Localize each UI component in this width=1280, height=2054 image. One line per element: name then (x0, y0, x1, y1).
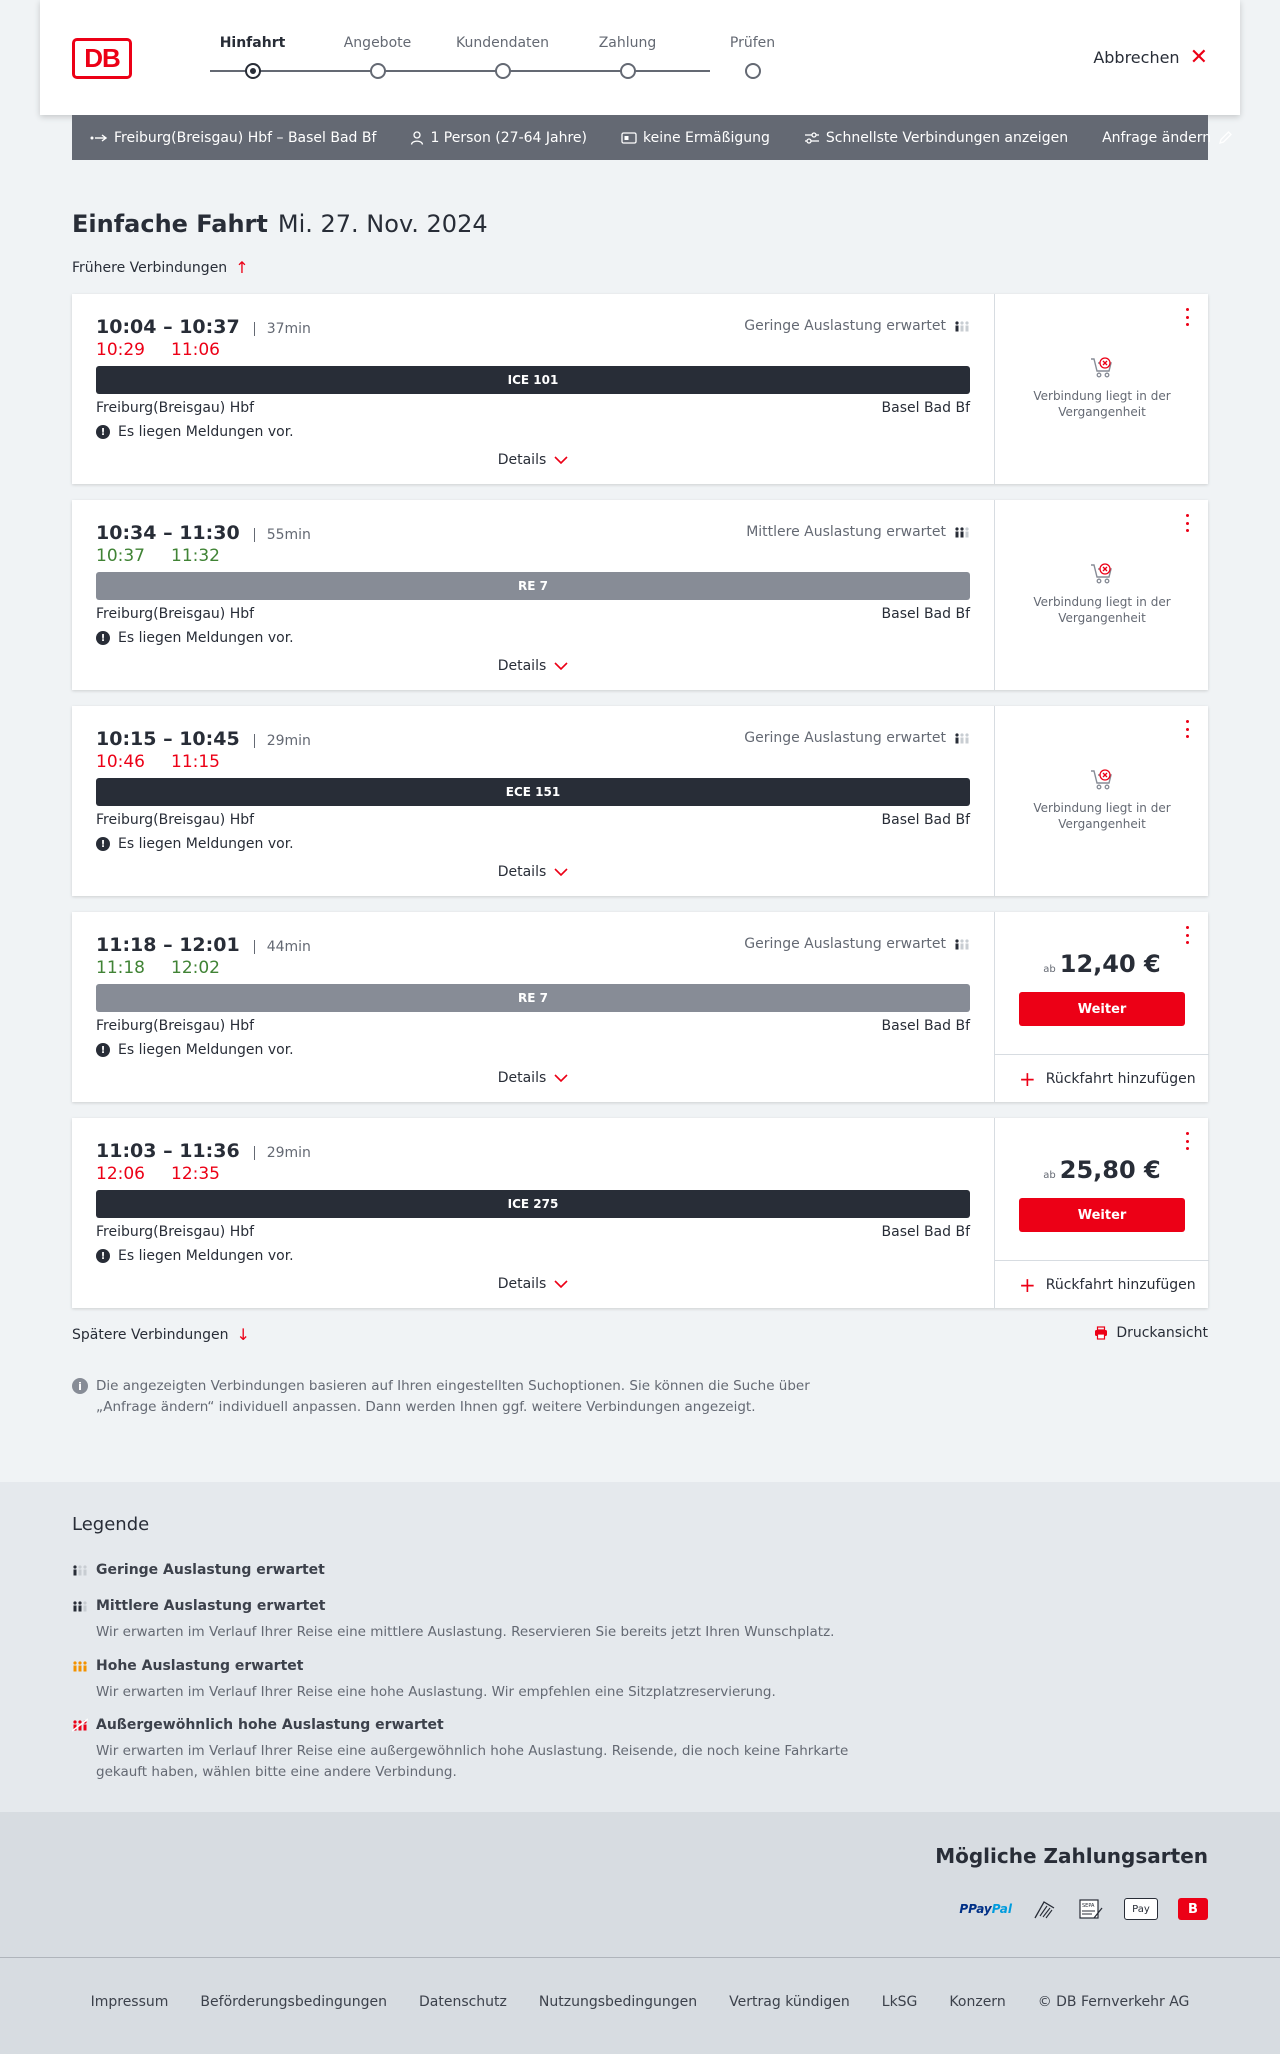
route-arrow-icon (90, 133, 108, 143)
connection-info (72, 294, 994, 484)
person-icon (410, 131, 424, 145)
realtime-departure: 10:46 (96, 752, 145, 772)
payment-icons (959, 1898, 1208, 1920)
chevron-down-icon (554, 456, 568, 464)
offer-panel (994, 294, 1208, 484)
message-text: Es liegen Meldungen vor. (118, 1042, 294, 1058)
filter-sliders-icon (804, 131, 820, 145)
details-toggle[interactable] (72, 864, 994, 880)
arrival-station: Basel Bad Bf (881, 400, 970, 416)
train-line-bar[interactable]: RE 7 (96, 572, 970, 600)
message-notice (96, 630, 294, 646)
later-label: Spätere Verbindungen (72, 1326, 229, 1343)
details-label: Details (497, 452, 547, 468)
departure-station: Freiburg(Breisgau) Hbf (96, 1018, 255, 1034)
occupancy-info (744, 318, 970, 334)
departure-station: Freiburg(Breisgau) Hbf (96, 1224, 255, 1240)
alert-icon: ! (96, 1043, 110, 1057)
credit-card-icon (1032, 1898, 1058, 1920)
print-view-link[interactable] (1094, 1325, 1208, 1341)
page-title (72, 210, 488, 238)
footer (0, 1958, 1280, 2054)
connection-info (72, 912, 994, 1102)
arrival-station: Basel Bad Bf (881, 1224, 970, 1240)
connection-card[interactable] (72, 1118, 1208, 1308)
alert-icon: ! (96, 425, 110, 439)
continue-button[interactable]: Weiter (1019, 1198, 1185, 1232)
fastest-connections-toggle[interactable] (804, 130, 1068, 146)
add-return-trip-button[interactable] (995, 1260, 1209, 1308)
info-icon: i (72, 1378, 88, 1394)
earlier-connections-link[interactable] (72, 258, 249, 277)
travel-date: Mi. 27. Nov. 2024 (277, 210, 488, 238)
duration: 29min (254, 1146, 311, 1160)
details-toggle[interactable] (72, 1276, 994, 1292)
fastest-text: Schnellste Verbindungen anzeigen (825, 129, 1069, 146)
sepa-icon (1078, 1898, 1104, 1920)
duration: 44min (254, 940, 311, 954)
chevron-down-icon (554, 1280, 568, 1288)
past-connection-notice (995, 768, 1209, 832)
realtime-departure: 12:06 (96, 1164, 145, 1184)
occupancy-high-icon (72, 1659, 88, 1673)
legend-description: Wir erwarten im Verlauf Ihrer Reise eine hohe Auslastung. Wir empfehlen eine Sitzplatzreservierung. (96, 1684, 776, 1700)
footer-link-datenschutz[interactable]: Datenschutz (418, 1994, 507, 2010)
change-request-label: Anfrage ändern (1102, 129, 1212, 146)
message-text: Es liegen Meldungen vor. (118, 424, 294, 440)
occupancy-label: Geringe Auslastung erwartet (744, 730, 946, 746)
details-toggle[interactable] (72, 658, 994, 674)
occupancy-label: Geringe Auslastung erwartet (744, 318, 946, 334)
svg-text:SEPA: SEPA (1082, 1903, 1095, 1909)
connection-info (72, 500, 994, 690)
footer-link-vertrag-kuendigen[interactable]: Vertrag kündigen (729, 1994, 850, 2010)
realtime-times (96, 752, 220, 772)
step-dot (245, 63, 261, 79)
occupancy-medium-icon (72, 1599, 88, 1613)
details-label: Details (497, 1070, 547, 1086)
message-text: Es liegen Meldungen vor. (118, 836, 294, 852)
occupancy-medium-icon (954, 525, 970, 539)
search-summary-bar (72, 115, 1212, 160)
realtime-arrival: 12:35 (171, 1164, 220, 1184)
price-display (995, 950, 1209, 978)
price-display (995, 1156, 1209, 1184)
legend-item (72, 1658, 856, 1703)
booking-stepper (190, 0, 790, 115)
connection-times (96, 1140, 311, 1162)
connection-times (96, 522, 311, 544)
occupancy-info (744, 730, 970, 746)
past-connection-text: Verbindung liegt in der Vergangenheit (1033, 389, 1171, 419)
legend-item (72, 1598, 856, 1643)
details-label: Details (497, 658, 547, 674)
departure-station: Freiburg(Breisgau) Hbf (96, 606, 255, 622)
bahncard-icon (621, 132, 637, 144)
db-bahn-payment-icon: B (1178, 1898, 1208, 1920)
legend-label: Hohe Auslastung erwartet (96, 1658, 304, 1674)
connection-info (72, 1118, 994, 1308)
legend-item (72, 1717, 856, 1783)
later-connections-link[interactable] (72, 1325, 250, 1344)
occupancy-low-icon (954, 937, 970, 951)
train-line-bar[interactable]: ECE 151 (96, 778, 970, 806)
continue-button[interactable]: Weiter (1019, 992, 1185, 1026)
arrow-up-icon: ↑ (235, 258, 249, 277)
connection-times (96, 316, 311, 338)
more-options-icon[interactable] (1182, 720, 1192, 738)
offer-panel (994, 706, 1208, 896)
add-return-trip-button[interactable] (995, 1054, 1209, 1102)
connection-times (96, 934, 311, 956)
discount-summary[interactable] (621, 130, 770, 146)
add-return-label: Rückfahrt hinzufügen (1045, 1070, 1196, 1087)
message-notice (96, 836, 294, 852)
legend-section (0, 1482, 1280, 1812)
connection-card[interactable] (72, 294, 1208, 484)
footer-link-befoerderungsbedingungen[interactable]: Beförderungsbedingungen (200, 1994, 387, 2010)
step-dot (495, 63, 511, 79)
past-connection-notice (995, 356, 1209, 420)
route-summary[interactable] (90, 130, 376, 146)
chevron-down-icon (554, 662, 568, 670)
close-icon: ✕ (1189, 44, 1208, 70)
realtime-times (96, 340, 220, 360)
plus-icon: + (1019, 1272, 1036, 1297)
payment-methods-section (0, 1812, 1280, 1958)
alert-icon: ! (96, 1249, 110, 1263)
train-line-bar[interactable]: ICE 275 (96, 1190, 970, 1218)
realtime-times (96, 546, 220, 566)
step-angebote: Angebote (315, 35, 440, 51)
details-label: Details (497, 1276, 547, 1292)
offer-panel (994, 912, 1208, 1102)
message-notice (96, 1248, 294, 1264)
step-pruefen: Prüfen (690, 35, 815, 51)
train-line-bar[interactable]: ICE 101 (96, 366, 970, 394)
travellers-summary[interactable] (410, 130, 587, 146)
planned-times: 11:03 – 11:36 (96, 1140, 240, 1162)
apple-pay-icon: Pay (1124, 1898, 1158, 1920)
realtime-arrival: 11:32 (171, 546, 220, 566)
price-value: 12,40 € (1059, 950, 1161, 978)
realtime-arrival: 12:02 (171, 958, 220, 978)
more-options-icon[interactable] (1182, 308, 1192, 326)
footer-link-konzern[interactable]: Konzern (949, 1994, 1006, 2010)
duration: 29min (254, 734, 311, 748)
realtime-arrival: 11:06 (171, 340, 220, 360)
duration: 37min (254, 322, 311, 336)
step-zahlung: Zahlung (565, 35, 690, 51)
departure-station: Freiburg(Breisgau) Hbf (96, 400, 255, 416)
step-kundendaten: Kundendaten (440, 35, 565, 51)
planned-times: 10:15 – 10:45 (96, 728, 240, 750)
chevron-down-icon (554, 868, 568, 876)
connection-card[interactable] (72, 706, 1208, 896)
occupancy-label: Geringe Auslastung erwartet (744, 936, 946, 952)
departure-station: Freiburg(Breisgau) Hbf (96, 812, 255, 828)
footer-copyright: © DB Fernverkehr AG (1037, 1994, 1190, 2010)
occupancy-extreme-icon (72, 1718, 88, 1732)
details-toggle[interactable] (72, 1070, 994, 1086)
legend-label: Mittlere Auslastung erwartet (96, 1598, 326, 1614)
message-notice (96, 1042, 294, 1058)
step-dot (370, 63, 386, 79)
db-logo[interactable]: DB (72, 38, 132, 79)
payment-title: Mögliche Zahlungsarten (935, 1844, 1208, 1868)
discount-text: keine Ermäßigung (643, 129, 770, 146)
message-text: Es liegen Meldungen vor. (118, 630, 294, 646)
offer-panel (994, 1118, 1208, 1308)
connection-times (96, 728, 311, 750)
details-toggle[interactable] (72, 452, 994, 468)
cart-unavailable-icon (1089, 562, 1115, 586)
paypal-icon: P Pay Pal (959, 1902, 1012, 1916)
realtime-departure: 10:37 (96, 546, 145, 566)
more-options-icon[interactable] (1182, 514, 1192, 532)
arrow-down-icon: ↓ (236, 1325, 250, 1344)
more-options-icon[interactable] (1182, 926, 1192, 944)
past-connection-text: Verbindung liegt in der Vergangenheit (1033, 801, 1171, 831)
realtime-departure: 11:18 (96, 958, 145, 978)
occupancy-low-icon (954, 319, 970, 333)
alert-icon: ! (96, 837, 110, 851)
legend-title: Legende (72, 1514, 150, 1535)
legend-description: Wir erwarten im Verlauf Ihrer Reise eine außergewöhnlich hohe Auslastung. Reisende, die noch keine Fahrkarte gekauft haben, wählen bitte eine andere Verbindung. (96, 1743, 849, 1780)
offer-panel (994, 500, 1208, 690)
legend-label: Außergewöhnlich hohe Auslastung erwartet (96, 1717, 444, 1733)
route-text: Freiburg(Breisgau) Hbf – Basel Bad Bf (114, 129, 377, 146)
train-line-bar[interactable]: RE 7 (96, 984, 970, 1012)
footer-link-nutzungsbedingungen[interactable]: Nutzungsbedingungen (538, 1994, 698, 2010)
cart-unavailable-icon (1089, 356, 1115, 380)
occupancy-low-icon (954, 731, 970, 745)
cancel-button[interactable] (1093, 44, 1208, 70)
cart-unavailable-icon (1089, 768, 1115, 792)
planned-times: 11:18 – 12:01 (96, 934, 240, 956)
footer-link-impressum[interactable]: Impressum (90, 1994, 169, 2010)
pencil-icon (1217, 130, 1233, 146)
step-dot (745, 63, 761, 79)
message-text: Es liegen Meldungen vor. (118, 1248, 294, 1264)
price-value: 25,80 € (1059, 1156, 1161, 1184)
alert-icon: ! (96, 631, 110, 645)
connection-card[interactable] (72, 912, 1208, 1102)
occupancy-low-icon (72, 1563, 88, 1577)
legend-item (72, 1562, 325, 1578)
past-connection-notice (995, 562, 1209, 626)
price-prefix: ab (1043, 964, 1056, 975)
price-prefix: ab (1043, 1170, 1056, 1181)
footer-link-lksg[interactable]: LkSG (881, 1994, 918, 2010)
duration: 55min (254, 528, 311, 542)
realtime-departure: 10:29 (96, 340, 145, 360)
search-info-notice (72, 1376, 852, 1418)
occupancy-info (746, 524, 970, 540)
planned-times: 10:04 – 10:37 (96, 316, 240, 338)
connection-card[interactable] (72, 500, 1208, 690)
realtime-arrival: 11:15 (171, 752, 220, 772)
past-connection-text: Verbindung liegt in der Vergangenheit (1033, 595, 1171, 625)
arrival-station: Basel Bad Bf (881, 606, 970, 622)
planned-times: 10:34 – 11:30 (96, 522, 240, 544)
arrival-station: Basel Bad Bf (881, 812, 970, 828)
details-label: Details (497, 864, 547, 880)
occupancy-info (744, 936, 970, 952)
top-header (40, 0, 1240, 115)
print-label: Druckansicht (1116, 1325, 1208, 1341)
arrival-station: Basel Bad Bf (881, 1018, 970, 1034)
cancel-label: Abbrechen (1093, 48, 1180, 67)
earlier-label: Frühere Verbindungen (72, 259, 228, 276)
footer-nav (0, 1994, 1280, 2010)
step-hinfahrt: Hinfahrt (190, 35, 315, 51)
legend-label: Geringe Auslastung erwartet (96, 1562, 325, 1578)
message-notice (96, 424, 294, 440)
printer-icon (1094, 1326, 1108, 1340)
more-options-icon[interactable] (1182, 1132, 1192, 1150)
legend-description: Wir erwarten im Verlauf Ihrer Reise eine mittlere Auslastung. Reservieren Sie bereits jetzt Ihren Wunschplatz. (96, 1624, 835, 1640)
change-request-button[interactable] (1102, 130, 1233, 146)
travellers-text: 1 Person (27-64 Jahre) (430, 129, 587, 146)
add-return-label: Rückfahrt hinzufügen (1045, 1276, 1196, 1293)
chevron-down-icon (554, 1074, 568, 1082)
realtime-times (96, 1164, 220, 1184)
connection-info (72, 706, 994, 896)
plus-icon: + (1019, 1066, 1036, 1091)
info-text: Die angezeigten Verbindungen basieren auf Ihren eingestellten Suchoptionen. Sie können die Suche über „Anfrage ändern“ individuell anpassen. Dann werden Ihnen ggf. weitere Verbindungen angezeigt. (96, 1378, 810, 1415)
realtime-times (96, 958, 220, 978)
occupancy-label: Mittlere Auslastung erwartet (746, 524, 946, 540)
step-dot (620, 63, 636, 79)
trip-type: Einfache Fahrt (72, 210, 268, 238)
